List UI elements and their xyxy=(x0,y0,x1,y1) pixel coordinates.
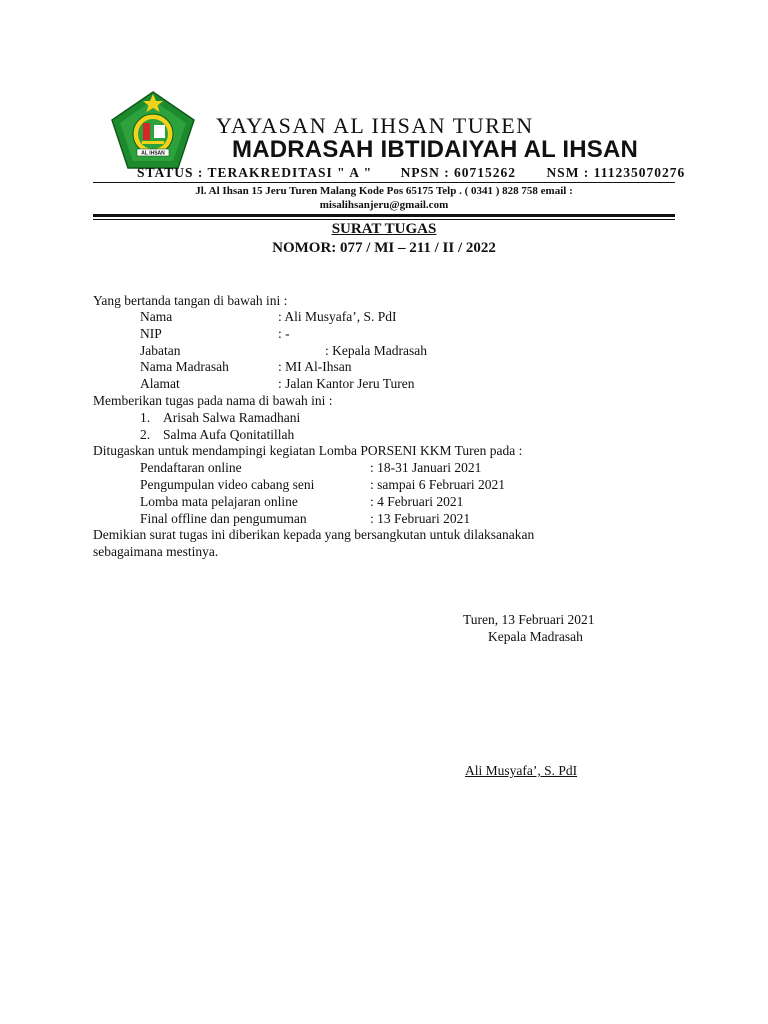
list-item-number: 2. xyxy=(140,427,151,442)
assignment-intro: Memberikan tugas pada nama di bawah ini : xyxy=(93,393,333,408)
duty-text: Ditugaskan untuk mendampingi kegiatan Lomba PORSENI KKM Turen pada : xyxy=(93,443,523,458)
address xyxy=(93,184,675,212)
foundation-name: YAYASAN AL IHSAN TUREN xyxy=(216,113,534,138)
signer-value: : - xyxy=(278,326,290,341)
signer-value: : Jalan Kantor Jeru Turen xyxy=(278,376,415,391)
schedule-label: Lomba mata pelajaran online xyxy=(140,494,298,509)
madrasah-emblem-icon xyxy=(110,90,196,170)
header-divider-thick xyxy=(93,214,675,217)
npsn: NPSN : 60715262 xyxy=(400,165,517,180)
signer-role: Kepala Madrasah xyxy=(488,629,583,644)
signer-value: : Kepala Madrasah xyxy=(325,343,427,358)
signer-label: Jabatan xyxy=(140,343,181,358)
signer-label: Nama xyxy=(140,309,173,324)
signer-label: NIP xyxy=(140,326,162,341)
header-divider-bottom xyxy=(93,219,675,220)
signer-label: Nama Madrasah xyxy=(140,359,229,374)
signer-label: Alamat xyxy=(140,376,180,391)
schedule-value: : 18-31 Januari 2021 xyxy=(370,460,482,475)
header-divider-top xyxy=(93,182,675,183)
nsm: NSM : 111235070276 xyxy=(546,165,686,180)
signer-name: Ali Musyafa’, S. PdI xyxy=(465,763,578,778)
closing-line-1: Demikian surat tugas ini diberikan kepada yang bersangkutan untuk dilaksanakan xyxy=(93,527,535,542)
status-line xyxy=(137,165,685,181)
signer-value: : Ali Musyafa’, S. PdI xyxy=(278,309,397,324)
schedule-value: : 13 Februari 2021 xyxy=(370,511,471,526)
address-line-2: misalihsanjeru@gmail.com xyxy=(319,199,449,211)
letter-number: NOMOR: 077 / MI – 211 / II / 2022 xyxy=(272,240,496,256)
letter-title-text: SURAT TUGAS xyxy=(331,221,437,237)
assignee-name: Salma Aufa Qonitatillah xyxy=(163,427,295,442)
schedule-value: : 4 Februari 2021 xyxy=(370,494,464,509)
madrasah-logo xyxy=(110,90,196,170)
logo-text: AL IHSAN xyxy=(141,150,165,157)
schedule-value: : sampai 6 Februari 2021 xyxy=(370,477,505,492)
address-line-1: Jl. Al Ihsan 15 Jeru Turen Malang Kode Pos 65175 Telp . ( 0341 ) 828 758 email : xyxy=(195,185,573,197)
schedule-label: Final offline dan pengumuman xyxy=(140,511,307,526)
signer-value: : MI Al-Ihsan xyxy=(278,359,352,374)
schedule-label: Pengumpulan video cabang seni xyxy=(140,477,315,492)
list-item-number: 1. xyxy=(140,410,151,425)
intro-text: Yang bertanda tangan di bawah ini : xyxy=(93,293,288,308)
school-name: MADRASAH IBTIDAIYAH AL IHSAN xyxy=(232,136,639,163)
letter-title xyxy=(93,221,675,238)
assignee-name: Arisah Salwa Ramadhani xyxy=(163,410,301,425)
place-date: Turen, 13 Februari 2021 xyxy=(463,612,595,627)
schedule-label: Pendaftaran online xyxy=(140,460,242,475)
closing-line-2: sebagaimana mestinya. xyxy=(93,544,219,559)
accreditation-status: STATUS : TERAKREDITASI " A " xyxy=(137,165,373,180)
